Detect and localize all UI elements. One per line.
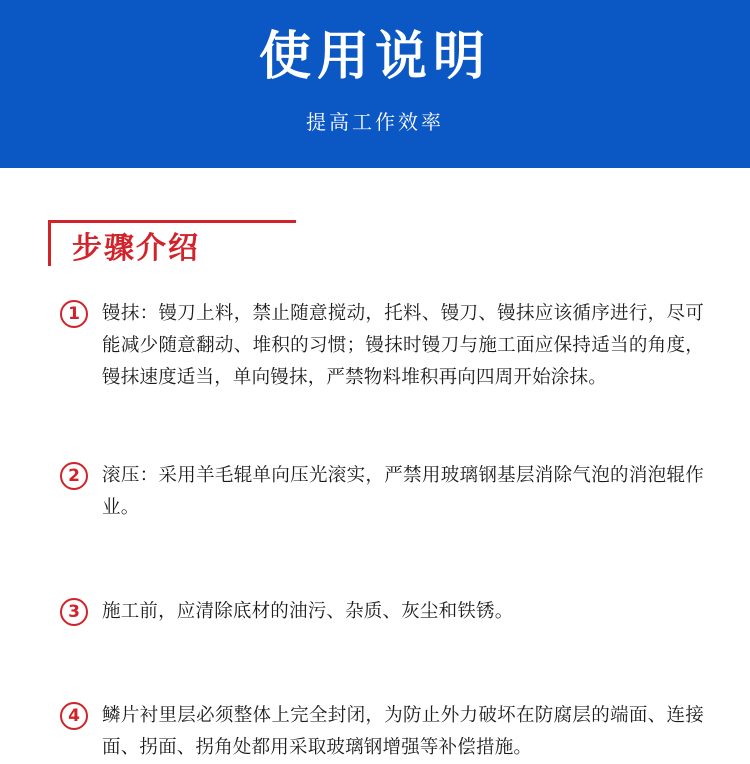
section-heading xyxy=(48,220,298,272)
step-number-badge: 2 xyxy=(60,462,88,490)
step-number-badge: 4 xyxy=(60,702,88,730)
step-number-badge: 1 xyxy=(60,300,88,328)
step-text: 镘抹：镘刀上料，禁止随意搅动，托料、镘刀、镘抹应该循序进行，尽可能减少随意翻动、堆积的习惯；镘抹时镘刀与施工面应保持适当的角度，镘抹速度适当，单向镘抹，严禁物料堆积再向四周开始涂抹。 xyxy=(102,303,704,388)
step-text: 鳞片衬里层必须整体上完全封闭，为防止外力破坏在防腐层的端面、连接面、拐面、拐角处都用采取玻璃钢增强等补偿措施。 xyxy=(102,705,704,758)
page-title: 使用说明 xyxy=(258,27,491,87)
steps-list xyxy=(0,298,750,764)
content-area xyxy=(0,220,750,764)
step-text: 滚压：采用羊毛辊单向压光滚实，严禁用玻璃钢基层消除气泡的消泡辊作业。 xyxy=(102,465,704,518)
list-item xyxy=(60,700,704,764)
step-number-badge: 3 xyxy=(60,598,88,626)
page-subtitle: 提高工作效率 xyxy=(306,110,444,135)
list-item xyxy=(60,460,704,524)
section-title: 步骤介绍 xyxy=(62,230,208,268)
header-banner xyxy=(0,0,750,168)
list-item xyxy=(60,596,704,628)
list-item xyxy=(60,298,704,394)
step-text: 施工前，应清除底材的油污、杂质、灰尘和铁锈。 xyxy=(102,601,514,622)
